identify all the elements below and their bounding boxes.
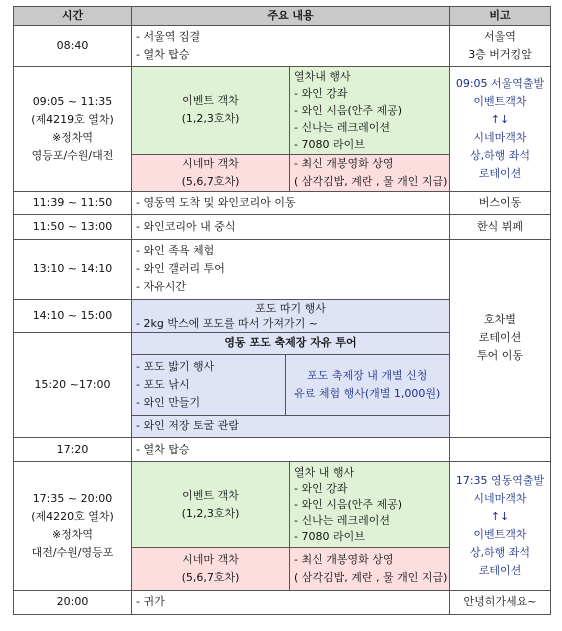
item: ( 삼각김밥, 계란 , 물 개인 지급) bbox=[294, 174, 448, 188]
time-line: (제4220호 열차) bbox=[31, 509, 114, 523]
time-line: 17:35 ~ 20:00 bbox=[32, 491, 113, 505]
note-line: 이벤트객차 bbox=[473, 94, 527, 108]
note-line: 로테이션 bbox=[478, 563, 522, 577]
item: ( 삼각김밥, 계란 , 물 개인 지급) bbox=[294, 570, 448, 584]
item: - 포도 밟기 행사 bbox=[136, 360, 215, 374]
festival-items bbox=[132, 355, 285, 415]
content-cell: - 귀가 bbox=[132, 590, 450, 614]
note-cell bbox=[450, 462, 551, 590]
note-line: 3층 버거킹앞 bbox=[468, 47, 532, 61]
item: - 2kg 박스에 포도를 따서 가져가기 ~ bbox=[136, 316, 319, 330]
note-cell: 버스이동 bbox=[450, 192, 551, 215]
cinema-items-cell bbox=[290, 154, 450, 191]
item: - 서울역 집결 bbox=[136, 29, 201, 43]
note-line: 시네마객차 bbox=[473, 130, 527, 144]
time-cell: 14:10 ~ 15:00 bbox=[14, 300, 132, 332]
item: - 자유시간 bbox=[136, 280, 186, 294]
note-cell: 한식 뷔페 bbox=[450, 215, 551, 239]
time-cell: 20:00 bbox=[14, 590, 132, 614]
car-line: (5,6,7호차) bbox=[181, 570, 240, 584]
note-line: 투어 이동 bbox=[476, 349, 523, 363]
time-line: ※정차역 bbox=[51, 527, 94, 541]
content-cell: - 열차 탑승 bbox=[132, 437, 450, 461]
item: 열차내 행사 bbox=[294, 69, 351, 83]
time-cell bbox=[14, 66, 132, 191]
note-cell bbox=[450, 239, 551, 437]
time-cell: 15:20 ~17:00 bbox=[14, 332, 132, 437]
note-line: 상,하행 좌석 bbox=[469, 148, 531, 162]
item: - 와인 강좌 bbox=[294, 86, 348, 100]
note-line: 17:35 영동역출발 bbox=[455, 473, 545, 487]
header-content: 주요 내용 bbox=[132, 7, 450, 26]
time-cell: 13:10 ~ 14:10 bbox=[14, 239, 132, 300]
row-1150 bbox=[14, 215, 551, 239]
cinema-items-cell bbox=[290, 548, 450, 590]
time-cell bbox=[14, 462, 132, 590]
row-2000 bbox=[14, 590, 551, 614]
time-cell: 11:39 ~ 11:50 bbox=[14, 192, 132, 215]
item: - 와인 시음(안주 제공) bbox=[294, 497, 403, 511]
note-line: 로테이션 bbox=[478, 166, 522, 180]
time-cell: 11:50 ~ 13:00 bbox=[14, 215, 132, 239]
item: - 열차 탑승 bbox=[136, 47, 190, 61]
content-cell: - 영동역 도착 및 와인코리아 이동 bbox=[132, 192, 450, 215]
car-line: 시네마 객차 bbox=[182, 552, 239, 566]
car-line: 시네마 객차 bbox=[182, 156, 239, 170]
note-cell bbox=[450, 66, 551, 191]
content-cell bbox=[132, 300, 450, 332]
car-line: (1,2,3호차) bbox=[181, 112, 240, 126]
header-row bbox=[14, 7, 551, 26]
item: - 7080 라이브 bbox=[294, 529, 365, 543]
note-line: 시네마객차 bbox=[473, 491, 527, 505]
section-title: 포도 따기 행사 bbox=[255, 301, 326, 315]
festival-extra: - 와인 저장 토굴 관람 bbox=[136, 419, 239, 433]
item: - 신나는 레크레이션 bbox=[294, 120, 390, 134]
item: 열차 내 행사 bbox=[294, 465, 355, 479]
header-time: 시간 bbox=[14, 7, 132, 26]
time-cell: 08:40 bbox=[14, 26, 132, 66]
item: - 신나는 레크레이션 bbox=[294, 513, 390, 527]
note-line: 서울역 bbox=[484, 29, 516, 43]
festival-title: 영동 포도 축제장 자유 투어 bbox=[132, 332, 450, 354]
content-cell bbox=[132, 26, 450, 66]
note-cell bbox=[450, 437, 551, 461]
event-car-cell bbox=[132, 66, 290, 154]
note-line: ↑↓ bbox=[490, 112, 510, 126]
note-cell bbox=[450, 26, 551, 66]
time-line: 09:05 ~ 11:35 bbox=[32, 94, 113, 108]
item: - 7080 라이브 bbox=[294, 137, 365, 151]
row-train-up-event bbox=[14, 462, 551, 548]
item: - 와인 만들기 bbox=[136, 396, 201, 410]
festival-right bbox=[285, 355, 449, 415]
cinema-car-cell bbox=[132, 154, 290, 191]
time-line: 영등포/수원/대전 bbox=[31, 148, 114, 162]
item: - 포도 낚시 bbox=[136, 378, 190, 392]
row-1720 bbox=[14, 437, 551, 461]
cinema-car-cell bbox=[132, 548, 290, 590]
car-line: 이벤트 객차 bbox=[182, 488, 239, 502]
item: - 와인 강좌 bbox=[294, 481, 348, 495]
note-cell: 안녕히가세요~ bbox=[450, 590, 551, 614]
item: - 와인 시음(안주 제공) bbox=[294, 103, 403, 117]
item: - 와인 갤러리 투어 bbox=[136, 262, 225, 276]
note-line: 호차별 bbox=[484, 313, 516, 327]
note-line: 09:05 서울역출발 bbox=[455, 76, 545, 90]
right-line: 포도 축제장 내 개별 신청 bbox=[307, 369, 428, 383]
item: - 최신 개봉영화 상영 bbox=[294, 156, 394, 170]
note-line: ↑↓ bbox=[490, 509, 510, 523]
row-0840 bbox=[14, 26, 551, 66]
row-1310 bbox=[14, 239, 551, 300]
festival-inner-row bbox=[132, 355, 449, 415]
row-1139 bbox=[14, 192, 551, 215]
time-line: ※정차역 bbox=[51, 130, 94, 144]
item: - 와인 족욕 체험 bbox=[136, 244, 215, 258]
note-line: 상,하행 좌석 bbox=[469, 545, 531, 559]
right-line: 유료 체험 행사(개별 1,000원) bbox=[294, 387, 441, 401]
note-line: 이벤트객차 bbox=[473, 527, 527, 541]
time-cell: 17:20 bbox=[14, 437, 132, 461]
content-cell bbox=[132, 239, 450, 300]
item: - 최신 개봉영화 상영 bbox=[294, 552, 394, 566]
festival-inner-row bbox=[132, 415, 449, 436]
festival-cell bbox=[132, 354, 450, 437]
time-line: (제4219호 열차) bbox=[31, 112, 114, 126]
time-line: 대전/수원/영등포 bbox=[31, 545, 114, 559]
event-items-cell bbox=[290, 66, 450, 154]
schedule-table bbox=[13, 6, 551, 615]
header-note: 비고 bbox=[450, 7, 551, 26]
car-line: 이벤트 객차 bbox=[182, 94, 239, 108]
festival-inner-table bbox=[132, 355, 449, 436]
note-line: 로테이션 bbox=[478, 331, 522, 345]
row-train-down-event bbox=[14, 66, 551, 154]
event-items-cell bbox=[290, 462, 450, 548]
car-line: (5,6,7호차) bbox=[181, 174, 240, 188]
event-car-cell bbox=[132, 462, 290, 548]
content-cell: - 와인코리아 내 중식 bbox=[132, 215, 450, 239]
car-line: (1,2,3호차) bbox=[181, 506, 240, 520]
